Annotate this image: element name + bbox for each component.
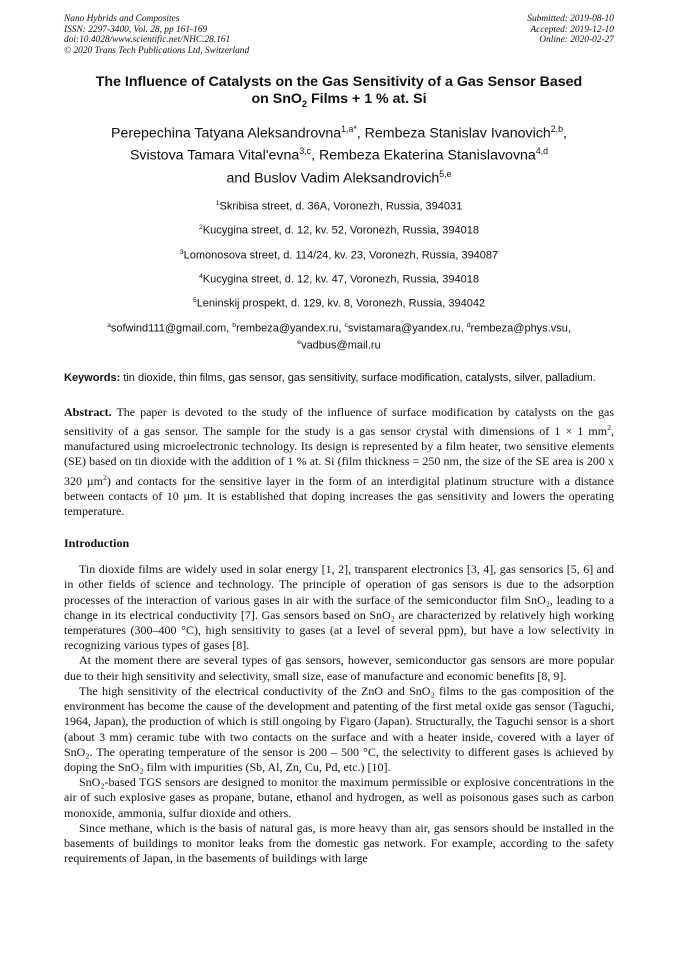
abstract-label: Abstract.: [64, 404, 112, 419]
title-part: Films + 1 % at. Si: [307, 91, 427, 108]
author-affil-marker: 1,a*: [341, 124, 357, 135]
submitted-date: Submitted: 2019-08-10: [527, 14, 614, 24]
emails-line-1: [64, 319, 614, 336]
author-name: Rembeza Ekaterina Stanislavovna: [318, 148, 536, 165]
affiliation: [64, 246, 614, 263]
journal-name: Nano Hybrids and Composites: [64, 14, 180, 24]
email-marker: e: [297, 339, 302, 347]
email-separator: ,: [338, 322, 345, 335]
publication-dates: [527, 14, 614, 56]
journal-info: [64, 14, 249, 56]
journal-doi[interactable]: doi:10.4028/www.scientific.net/NHC.28.161: [64, 35, 231, 46]
title-part: on SnO: [251, 91, 302, 108]
affiliation-marker: 1: [215, 199, 220, 207]
email-marker: d: [466, 321, 471, 329]
author-affil-marker: 3,c: [299, 146, 312, 157]
affiliation: [64, 270, 614, 287]
author-and: and: [226, 170, 255, 187]
author-separator: ,: [311, 148, 319, 165]
affiliation: [64, 294, 614, 311]
affiliation-text: Skribisa street, d. 36A, Voronezh, Russia, 394031: [219, 200, 463, 213]
affiliation-list: [64, 197, 614, 311]
body-paragraph: Tin dioxide films are widely used in solar energy [1, 2], transparent electronics [3, 4], gas sensorics [5, 6] and in other fields of science and technology. The principle of operation of gas sensors is due to the adsorption processes of the interaction of various gases in air with the surface of the semiconductor film SnO₂, leading to a change in its electrical conductivity [7]. Gas sensors based on SnO₂ are characterized by relatively high working temperatures (300–400 °C), high sensitivity to gases (at a level of several ppm), but have a low selectivity in recognizing various types of gases [8].: [64, 562, 614, 653]
abstract: [64, 405, 614, 519]
email-link[interactable]: svistamara@yandex.ru: [347, 322, 461, 335]
abstract-superscript: 2: [607, 423, 611, 433]
affiliation: [64, 197, 614, 214]
abstract-text: The paper is devoted to the study of the influence of surface modification by catalysts on the gas sensitivity of a gas sensor. The sample for the study is a gas sensor crystal with dimensions of 1 × 1 mm: [64, 404, 614, 439]
title-line-2: [64, 91, 614, 113]
journal-issn: ISSN: 2297-3400, Vol. 28, pp 161-169: [64, 24, 208, 35]
emails-line-2: [64, 336, 614, 353]
journal-copyright: © 2020 Trans Tech Publications Ltd, Switzerland: [64, 45, 250, 56]
author-name: Buslov Vadim Aleksandrovich: [254, 170, 440, 187]
paper-title: [64, 74, 614, 113]
body-paragraph: SnO₂-based TGS sensors are designed to monitor the maximum permissible or explosive concentrations in the air of such explosive gases as propane, butane, ethanol and hydrogen, as well as poisonous gases such as carbon monoxide, ammonia, sulfur dioxide and others.: [64, 775, 614, 820]
authors-line-1: [64, 121, 614, 143]
email-link[interactable]: rembeza@yandex.ru: [236, 322, 339, 335]
online-date: Online: 2020-02-27: [539, 35, 614, 46]
author-affil-marker: 4,d: [535, 146, 549, 157]
title-line-1: The Influence of Catalysts on the Gas Sensitivity of a Gas Sensor Based: [95, 74, 583, 91]
email-list: [64, 319, 614, 353]
email-marker: b: [232, 321, 237, 329]
affiliation-text: Kucygina street, d. 12, kv. 47, Voronezh, Russia, 394018: [202, 273, 479, 286]
email-marker: a: [107, 321, 111, 329]
email-separator: ,: [567, 322, 571, 335]
author-list: [64, 121, 614, 188]
author-affil-marker: 2,b: [550, 124, 563, 135]
author-affil-marker: 5,e: [439, 168, 452, 179]
affiliation-marker: 2: [199, 224, 203, 232]
affiliation-text: Lomonosova street, d. 114/24, kv. 23, Voronezh, Russia, 394087: [183, 249, 499, 262]
author-separator: ,: [356, 125, 365, 142]
title-subscript: 2: [301, 99, 308, 110]
author-separator: ,: [563, 125, 567, 142]
body-paragraph: At the moment there are several types of gas sensors, however, semiconductor gas sensors are more popular due to their high sensitivity and selectivity, small size, ease of manufacture and economic benefits [8, 9].: [64, 653, 614, 683]
affiliation-marker: 3: [179, 248, 184, 256]
keywords-text: tin dioxide, thin films, gas sensor, gas sensitivity, surface modification, catalysts, silver, palladium.: [120, 372, 596, 385]
abstract-text: ) and contacts for the sensitive layer in the form of an interdigital platinum structure with a distance between contacts of 10 µm. It is established that doping increases the gas sensitivity and lowers the operating temperature.: [64, 473, 614, 519]
author-name: Svistova Tamara Vital'evna: [129, 148, 300, 165]
email-link[interactable]: rembeza@phys.vsu: [470, 322, 568, 335]
abstract-superscript: 2: [102, 472, 107, 482]
affiliation-text: Kucygina street, d. 12, kv. 52, Voronezh, Russia, 394018: [202, 224, 479, 237]
email-link[interactable]: vadbus@mail.ru: [301, 339, 381, 352]
affiliation-marker: 4: [199, 272, 203, 280]
author-name: Rembeza Stanislav Ivanovich: [364, 125, 551, 142]
affiliation-text: Leninskij prospekt, d. 129, kv. 8, Voronezh, Russia, 394042: [196, 297, 486, 310]
section-heading-introduction: Introduction: [64, 536, 130, 551]
body-paragraph: Since methane, which is the basis of natural gas, is more heavy than air, gas sensors should be installed in the basements of buildings to monitor leaks from the domestic gas network. For example, according to the safety requirements of Japan, in the basements of buildings with large: [64, 820, 614, 866]
authors-line-3: [64, 166, 614, 188]
author-name: Perepechina Tatyana Aleksandrovna: [111, 125, 342, 142]
abstract-text: , manufactured using microelectronic technology. Its design is represented by a film heater, two sensitive elements (SE) based on tin dioxide with the addition of 1 % at. Si (film thickness = 250 nm, the size of the SE area is 200 x 320 µm: [64, 424, 614, 488]
journal-header: [64, 14, 614, 56]
accepted-date: Accepted: 2019-12-10: [530, 24, 614, 35]
email-link[interactable]: sofwind111@gmail.com: [110, 322, 227, 335]
email-marker: c: [344, 321, 348, 329]
affiliation-marker: 5: [192, 297, 197, 305]
authors-line-2: [64, 143, 614, 165]
keywords-label: Keywords:: [64, 372, 121, 385]
email-separator: ,: [460, 322, 467, 335]
keywords: [64, 372, 614, 386]
email-separator: ,: [226, 322, 233, 335]
body-paragraph: The high sensitivity of the electrical conductivity of the ZnO and SnO₂ films to the gas composition of the environment has become the cause of the development and patenting of the first metal oxide gas sensor (Taguchi, 1964, Japan), the production of which is still ongoing by Figaro (Japan). Structurally, the Taguchi sensor is a short (about 3 mm) ceramic tube with two contacts on the surface and with a heater inside, covered with a layer of SnO₂. The operating temperature of the sensor is 200 – 500 °C, the selectivity to different gases is achieved by doping the SnO₂ film with impurities (Sb, Al, Zn, Cu, Pd, etc.) [10].: [64, 683, 614, 774]
affiliation: [64, 221, 614, 238]
